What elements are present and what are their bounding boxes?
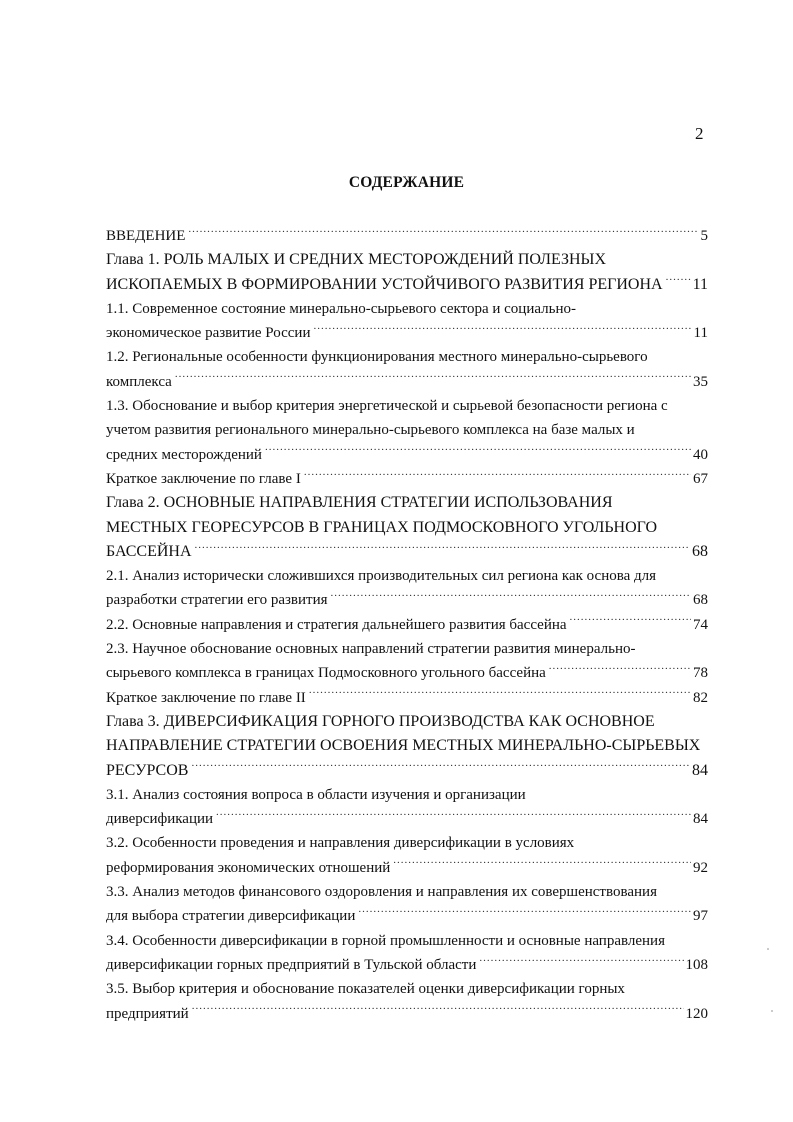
dot-leader <box>216 808 691 823</box>
toc-entry-text-line: 1.1. Современное состояние минерально-сырьевого сектора и социально- <box>106 300 576 317</box>
toc-entry <box>106 613 708 637</box>
toc-entry-text: разработки стратегии его развития <box>106 592 328 609</box>
toc-entry-text: реформирования экономических отношений <box>106 859 391 876</box>
toc-entry-text: комплекса <box>106 373 172 390</box>
toc-entry-text-line: Глава 3. ДИВЕРСИФИКАЦИЯ ГОРНОГО ПРОИЗВОДСТВА КАК ОСНОВНОЕ <box>106 712 655 730</box>
toc-entry-last-line <box>106 856 708 880</box>
toc-entry-text: средних месторождений <box>106 446 262 463</box>
toc-page-number: 84 <box>692 761 708 779</box>
toc-entry <box>106 783 708 832</box>
toc-entry-text: диверсификации горных предприятий в Тульской области <box>106 956 477 973</box>
toc-page-number: 120 <box>685 1005 708 1022</box>
toc-entry-last-line <box>106 953 708 977</box>
toc-entry-text: 2.2. Основные направления и стратегия дальнейшего развития бассейна <box>106 616 567 633</box>
dot-leader <box>191 759 690 775</box>
toc-page-number: 68 <box>693 592 708 609</box>
dot-leader <box>192 1003 684 1018</box>
dot-leader <box>331 589 692 604</box>
toc-entry <box>106 637 708 686</box>
dot-leader <box>313 322 691 337</box>
toc-entry-text: экономическое развитие России <box>106 325 311 342</box>
toc-chapter-entry <box>106 491 708 564</box>
toc-entry-text-line: 3.5. Выбор критерия и обоснование показателей оценки диверсификации горных <box>106 981 625 998</box>
toc-page-number: 67 <box>693 470 708 487</box>
toc-entry-last-line <box>106 540 708 564</box>
toc-entry <box>106 394 708 467</box>
scan-speck <box>767 948 769 950</box>
dot-leader <box>265 444 691 459</box>
toc-entry-text-line: Глава 2. ОСНОВНЫЕ НАПРАВЛЕНИЯ СТРАТЕГИИ ИСПОЛЬЗОВАНИЯ <box>106 494 613 512</box>
toc-entry-text: ВВЕДЕНИЕ <box>106 228 186 244</box>
dot-leader <box>570 614 691 629</box>
toc-entry-text: РЕСУРСОВ <box>106 761 189 779</box>
toc-page-number: 82 <box>693 689 708 706</box>
toc-entry-text-line: Глава 1. РОЛЬ МАЛЫХ И СРЕДНИХ МЕСТОРОЖДЕНИЙ ПОЛЕЗНЫХ <box>106 251 607 269</box>
toc-entry-text-line: 3.1. Анализ состояния вопроса в области изучения и организации <box>106 786 526 803</box>
scan-speck <box>771 1010 773 1012</box>
toc-entry-last-line <box>106 443 708 467</box>
dot-leader <box>309 687 691 702</box>
toc-entry <box>106 880 708 929</box>
dot-leader <box>195 540 690 556</box>
toc-entry-last-line <box>106 686 708 710</box>
toc-page-number: 108 <box>685 956 708 973</box>
toc-entry-text-line: НАПРАВЛЕНИЕ СТРАТЕГИИ ОСВОЕНИЯ МЕСТНЫХ МИНЕРАЛЬНО-СЫРЬЕВЫХ <box>106 737 701 755</box>
toc-entry-text: для выбора стратегии диверсификации <box>106 908 356 925</box>
toc-entry <box>106 929 708 978</box>
toc-page-number: 78 <box>693 665 708 682</box>
toc-entry-last-line <box>106 661 708 685</box>
dot-leader <box>393 857 691 872</box>
toc-entry-text-line: 2.1. Анализ исторически сложившихся производительных сил региона как основа для <box>106 568 657 585</box>
toc-entry <box>106 467 708 491</box>
toc-page-number: 5 <box>700 228 708 244</box>
toc-entry-last-line <box>106 370 708 394</box>
toc-entry-last-line <box>106 613 708 637</box>
dot-leader <box>188 225 698 240</box>
toc-entry <box>106 686 708 710</box>
dot-leader <box>549 662 691 677</box>
toc-entry-last-line <box>106 273 708 297</box>
toc-entry-text-line: 3.2. Особенности проведения и направления диверсификации в условиях <box>106 835 575 852</box>
toc-entry-last-line <box>106 807 708 831</box>
toc-entry-last-line <box>106 904 708 928</box>
toc-entry-text: Краткое заключение по главе II <box>106 689 306 706</box>
toc-chapter-entry <box>106 248 708 297</box>
page-number: 2 <box>695 124 704 143</box>
toc-entry-text: предприятий <box>106 1005 189 1022</box>
toc-entry-text: сырьевого комплекса в границах Подмосковного угольного бассейна <box>106 665 546 682</box>
toc-entry-last-line <box>106 467 708 491</box>
toc-page-number: 35 <box>693 373 708 390</box>
dot-leader <box>304 468 691 483</box>
toc-entry-text: ИСКОПАЕМЫХ В ФОРМИРОВАНИИ УСТОЙЧИВОГО РАЗВИТИЯ РЕГИОНА <box>106 275 663 293</box>
dot-leader <box>175 371 691 386</box>
toc-entry-text-line: 3.3. Анализ методов финансового оздоровления и направления их совершенствования <box>106 884 657 901</box>
toc-entry <box>106 345 708 394</box>
toc-entry-last-line <box>106 1002 708 1026</box>
toc-entry-text-line: 1.3. Обоснование и выбор критерия энергетической и сырьевой безопасности региона с <box>106 398 668 415</box>
toc-page-number: 40 <box>693 446 708 463</box>
toc-entry <box>106 831 708 880</box>
toc-entry-last-line <box>106 321 708 345</box>
toc-chapter-entry <box>106 710 708 783</box>
toc-page-number: 68 <box>692 542 708 560</box>
toc-entry-last-line <box>106 224 708 248</box>
table-of-contents <box>106 224 708 1026</box>
toc-entry <box>106 564 708 613</box>
toc-entry <box>106 224 708 248</box>
toc-page-number: 97 <box>693 908 708 925</box>
toc-page-number: 11 <box>692 275 708 293</box>
toc-page-number: 84 <box>693 811 708 828</box>
toc-entry-text-line: МЕСТНЫХ ГЕОРЕСУРСОВ В ГРАНИЦАХ ПОДМОСКОВНОГО УГОЛЬНОГО <box>106 518 658 536</box>
toc-page-number: 11 <box>693 325 708 342</box>
toc-entry-text-line: 1.2. Региональные особенности функционирования местного минерально-сырьевого <box>106 349 648 366</box>
toc-entry <box>106 297 708 346</box>
toc-page-number: 92 <box>693 859 708 876</box>
toc-entry <box>106 977 708 1026</box>
toc-entry-text-line: учетом развития регионального минерально-сырьевого комплекса на базе малых и <box>106 422 635 439</box>
toc-entry-text: Краткое заключение по главе I <box>106 470 301 487</box>
toc-entry-text: диверсификации <box>106 811 214 828</box>
dot-leader <box>479 954 683 969</box>
toc-entry-last-line <box>106 588 708 612</box>
toc-entry-text-line: 2.3. Научное обоснование основных направлений стратегии развития минерально- <box>106 641 636 658</box>
toc-entry-text-line: 3.4. Особенности диверсификации в горной промышленности и основные направления <box>106 932 665 949</box>
toc-page-number: 74 <box>693 616 708 633</box>
toc-entry-last-line <box>106 759 708 783</box>
toc-entry-text: БАССЕЙНА <box>106 542 192 560</box>
dot-leader <box>666 273 691 289</box>
toc-title: СОДЕРЖАНИЕ <box>348 174 465 191</box>
dot-leader <box>358 905 691 920</box>
